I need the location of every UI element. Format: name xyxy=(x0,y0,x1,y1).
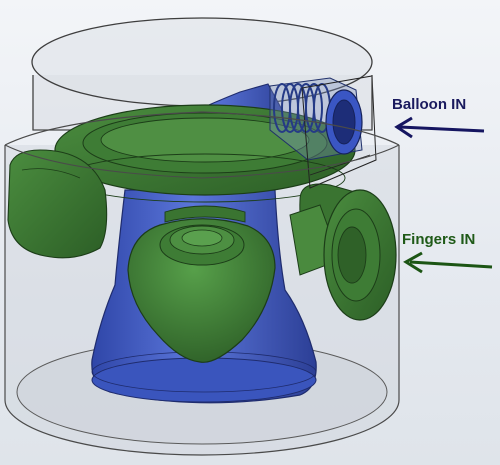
fingers-in-label: Fingers IN xyxy=(402,231,476,248)
fingers-port xyxy=(324,190,396,320)
balloon-in-label: Balloon IN xyxy=(392,96,467,113)
balloon-arrow xyxy=(397,118,484,137)
fingers-arrow xyxy=(406,253,492,272)
